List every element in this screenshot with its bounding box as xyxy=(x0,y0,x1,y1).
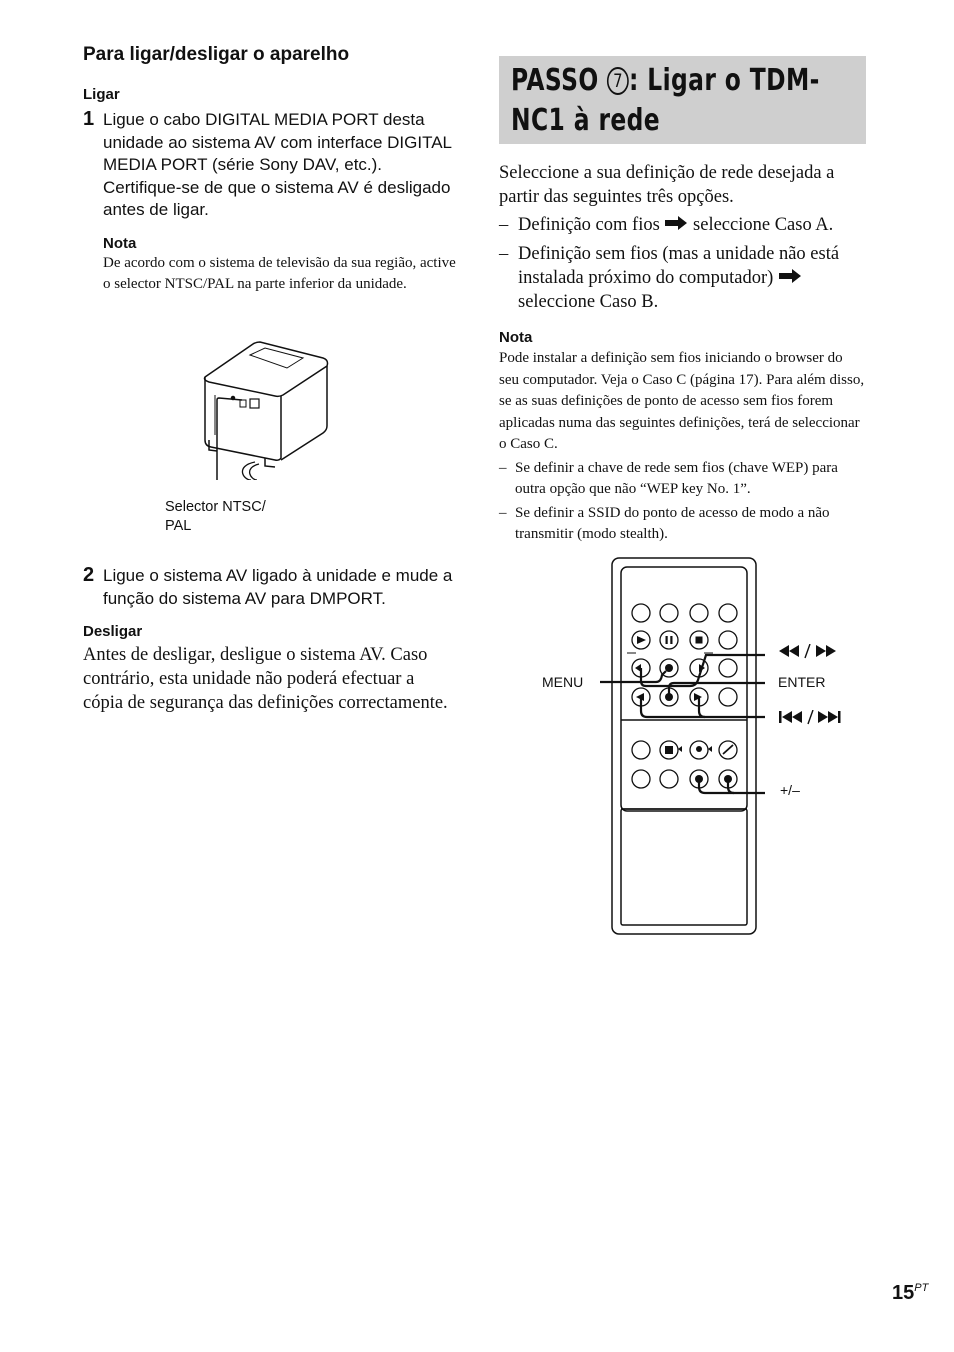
arrow-right-icon xyxy=(664,215,688,231)
desligar-heading: Desligar xyxy=(83,623,143,641)
menu-dot-icon xyxy=(665,664,673,672)
option-wireless-dash: – xyxy=(499,244,509,264)
plus-minus-label: +/– xyxy=(780,782,800,798)
remote-button xyxy=(719,631,737,649)
left-column xyxy=(83,44,458,296)
passo-title-line-1: : Ligar o TDM- xyxy=(628,63,820,98)
prev-next-label xyxy=(778,710,850,726)
nota-2-item-2-text: Se definir a SSID do ponto de acesso de modo a não transmitir (modo stealth). xyxy=(515,504,830,542)
option-wired-case: seleccione Caso A. xyxy=(693,215,834,235)
section-title: Para ligar/desligar o aparelho xyxy=(83,44,350,65)
selector-label xyxy=(165,498,266,536)
passo-title xyxy=(511,61,854,141)
step-2-text: Ligue o sistema AV ligado à unidade e mude a função do sistema AV para DMPORT. xyxy=(103,566,453,608)
step-1-number: 1 xyxy=(83,108,95,130)
unit-illustration xyxy=(195,340,345,480)
selector-label-line-2: PAL xyxy=(165,518,192,534)
desligar-text: Antes de desligar, desligue o sistema AV. Caso contrário, esta unidade não poderá efectuar a cópia de segurança das definições correctamente. xyxy=(83,645,448,714)
pause-icon xyxy=(666,636,668,644)
rew-ff-label xyxy=(778,644,840,660)
page-number-value: 15 xyxy=(892,1282,915,1304)
remote-button xyxy=(719,604,737,622)
photo-icon xyxy=(665,746,673,754)
pause-button xyxy=(660,631,678,649)
nota-2-text: Pode instalar a definição sem fios iniciando o browser do seu computador. Veja o Caso C (página 17). Para além disso, se as suas definições de ponto de acesso sem fios forem aplicadas numa das seguintes definições, terá de seleccionar o Caso C. xyxy=(499,350,865,452)
remote-button xyxy=(719,688,737,706)
option-wired-text: Definição com fios xyxy=(518,215,660,235)
nota-1-text: De acordo com o sistema de televisão da sua região, active o selector NTSC/PAL na parte inferior da unidade. xyxy=(103,254,456,293)
remote-button xyxy=(660,770,678,788)
nota-2-item-1-dash: – xyxy=(499,459,507,476)
remote-button xyxy=(632,770,650,788)
selector-label-line-1: Selector NTSC/ xyxy=(165,499,266,515)
passo-banner xyxy=(499,56,866,144)
stop-icon xyxy=(696,637,703,644)
remote-button xyxy=(660,604,678,622)
step-2-number: 2 xyxy=(83,564,95,586)
intro-text: Seleccione a sua definição de rede desejada a partir das seguintes três opções. xyxy=(499,163,835,207)
remote-button xyxy=(632,604,650,622)
rewind-glyph-icon xyxy=(779,645,789,657)
person-icon xyxy=(696,746,702,752)
next-glyph-icon xyxy=(818,711,828,723)
ligar-heading: Ligar xyxy=(83,86,120,103)
remote-illustration xyxy=(600,555,765,940)
passo-title-line-2: NC1 à rede xyxy=(511,103,661,138)
nota-2-item-2 xyxy=(499,503,866,546)
previous-glyph-icon xyxy=(779,711,782,723)
remote-button xyxy=(719,659,737,677)
nota-2-item-1 xyxy=(499,458,866,501)
nota-2-heading: Nota xyxy=(499,329,533,346)
fast-forward-glyph-icon xyxy=(816,645,826,657)
arrow-right-icon xyxy=(778,268,802,284)
page-number xyxy=(892,1282,928,1305)
passo-step-number: 7 xyxy=(607,67,629,95)
enter-label: ENTER xyxy=(778,674,826,690)
right-column xyxy=(499,56,866,546)
nota-1 xyxy=(83,235,458,296)
remote-button xyxy=(690,604,708,622)
option-wireless-case: seleccione Caso B. xyxy=(518,292,659,312)
remote-button xyxy=(632,741,650,759)
step-2 xyxy=(83,565,458,610)
passo-title-prefix: PASSO xyxy=(511,63,599,98)
option-wired-dash: – xyxy=(499,215,509,235)
nota-1-heading: Nota xyxy=(103,234,137,252)
option-wired xyxy=(499,213,866,237)
page-number-suffix: PT xyxy=(914,1282,929,1294)
menu-label: MENU xyxy=(542,674,584,690)
left-column-lower xyxy=(83,565,458,715)
nota-2-item-2-dash: – xyxy=(499,504,507,521)
option-wireless xyxy=(499,242,866,314)
option-wireless-text: Definição sem fios (mas a unidade não está instalada próximo do computador) xyxy=(518,244,840,288)
nota-2-item-1-text: Se definir a chave de rede sem fios (chave WEP) para outra opção que não “WEP key No. 1”. xyxy=(515,459,838,497)
step-1-text: Ligue o cabo DIGITAL MEDIA PORT desta unidade ao sistema AV com interface DIGITAL MEDIA PORT (série Sony DAV, etc.). Certifique-se de que o sistema AV é desligado antes de ligar. xyxy=(103,110,452,220)
step-1 xyxy=(83,109,458,222)
